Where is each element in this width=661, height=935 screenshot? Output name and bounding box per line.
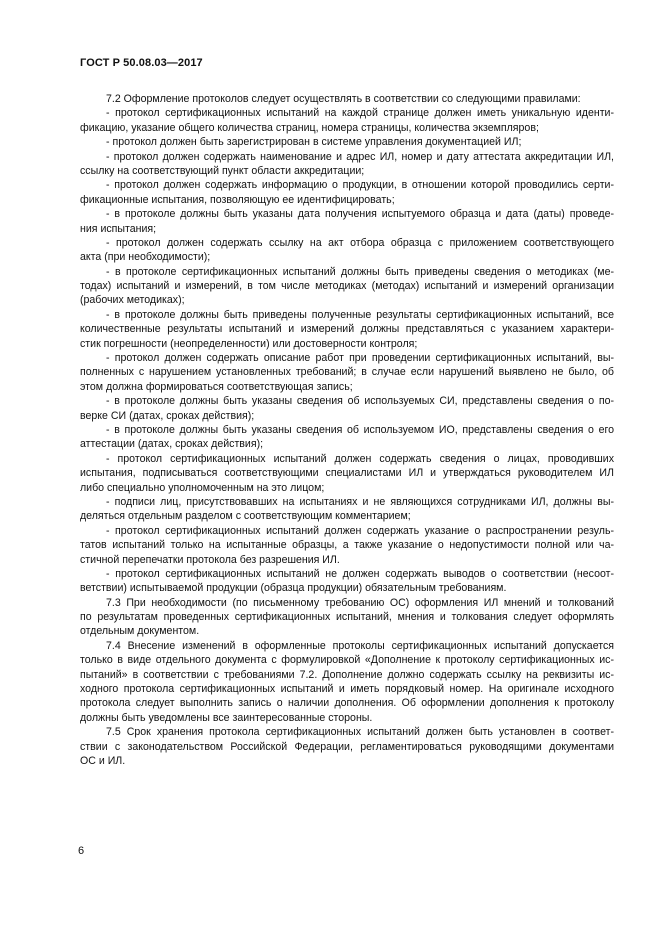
text-line: ходного протокола сертификационных испытаний и иметь порядковый номер. На оригинале исходного	[80, 683, 614, 696]
text-line: количественные результаты испытаний и измерений должны представляться с указанием характери-	[80, 323, 614, 336]
text-line: только в виде отдельного документа с формулировкой «Дополнение к протоколу сертификационных ис-	[80, 654, 614, 667]
text-line: аттестации (датах, сроках действия);	[80, 438, 264, 451]
text-line: - протокол сертификационных испытаний должен содержать указание о распространении резуль-	[106, 524, 614, 537]
text-line: деляться отдельным разделом с соответствующим комментарием;	[80, 510, 411, 523]
text-line: - подписи лиц, присутствовавших на испытаниях и не являющихся сотрудниками ИЛ, должны вы-	[106, 495, 614, 508]
text-line: испытания, подписываться соответствующими специалистами ИЛ и утверждаться руководителем ИЛ	[80, 467, 614, 480]
text-line: (рабочих методиках);	[80, 294, 185, 307]
text-line: - в протоколе должны быть указаны сведения об используемом ИО, представлены сведения о его	[106, 423, 614, 436]
text-line: стичной перепечатки протокола без разрешения ИЛ.	[80, 553, 340, 566]
text-line: 7.4 Внесение изменений в оформленные протоколы сертификационных испытаний допускается	[106, 639, 614, 652]
text-line: 7.2 Оформление протоколов следует осуществлять в соответствии со следующими правилами:	[106, 93, 581, 105]
text-line: - протокол должен содержать описание работ при проведении сертификационных испытаний, вы-	[106, 352, 614, 365]
text-line: стик погрешности (неопределенности) или достоверности контроля;	[80, 337, 418, 350]
text-line: верке СИ (датах, сроках действия);	[80, 409, 255, 422]
text-line: должны быть уведомлены все заинтересованные стороны.	[80, 711, 373, 724]
text-line: ветствии) испытываемой продукции (образца продукции) обязательным требованиям.	[80, 582, 507, 595]
text-line: - протокол должен содержать информацию о продукции, в отношении которой проводились серти-	[106, 179, 614, 192]
text-line: пытаний» в соответствии с требованиями 7.2. Дополнение должно содержать ссылку на реквизиты ис-	[80, 668, 614, 681]
text-line: татов испытаний только на испытанные образцы, а также указание о недопустимости полной или ча-	[80, 539, 614, 552]
document-header: ГОСТ Р 50.08.03—2017	[80, 57, 203, 69]
text-line: ния испытания;	[80, 222, 157, 235]
text-line: тодах) испытаний и измерений, в том числе методиках (методах) испытаний и измерений организации	[80, 280, 614, 293]
document-body	[80, 92, 614, 768]
text-line: полненных с нарушением установленных требований; в случае если нарушений выявлено не было, об	[80, 366, 614, 379]
text-line: либо специально уполномоченным на это лицом;	[80, 481, 325, 494]
text-line: 7.3 При необходимости (по письменному требованию ОС) оформления ИЛ мнений и толкований	[106, 596, 614, 609]
text-line: - протокол должен содержать ссылку на акт отбора образца с приложением соответствующего	[106, 236, 614, 249]
text-line: ствии с законодательством Российской Федерации, регламентироваться руководящими документами	[80, 740, 614, 753]
text-line: фикацию, указание общего количества страниц, номера страницы, количества экземпляров;	[80, 121, 539, 134]
text-line: протокола следует выполнить запись о наличии дополнения. Об оформлении дополнения к протоколу	[80, 697, 614, 710]
text-line: - протокол должен быть зарегистрирован в системе управления документацией ИЛ;	[106, 136, 522, 149]
text-line: - в протоколе должны быть указаны сведения об используемых СИ, представлены сведения о по-	[106, 395, 614, 408]
text-line: ссылку на соответствующий пункт области аккредитации;	[80, 164, 365, 177]
text-line: - в протоколе должны быть приведены полученные результаты сертификационных испытаний, все	[106, 308, 614, 321]
text-line: этом должна формироваться соответствующая запись;	[80, 380, 353, 393]
text-line: - протокол сертификационных испытаний не должен содержать выводов о соответствии (несоот-	[106, 567, 614, 580]
text-line: фикационные испытания, позволяющую ее идентифицировать;	[80, 193, 395, 206]
text-line: - протокол сертификационных испытаний на каждой странице должен иметь уникальную иденти-	[106, 107, 614, 120]
text-line: отдельным документом.	[80, 625, 200, 638]
text-line: ОС и ИЛ.	[80, 754, 126, 767]
page-number: 6	[78, 845, 85, 857]
text-line: - протокол должен содержать наименование и адрес ИЛ, номер и дату аттестата аккредитации ИЛ,	[106, 150, 614, 163]
text-line: акта (при необходимости);	[80, 251, 211, 264]
text-line: по результатам проведенных сертификационных испытаний, мнения и толкования следует оформлять	[80, 611, 614, 624]
text-line: 7.5 Срок хранения протокола сертификационных испытаний должен быть установлен в соответ-	[106, 726, 614, 739]
text-line: - в протоколе должны быть указаны дата получения испытуемого образца и дата (даты) проведе-	[106, 208, 614, 221]
text-line: - в протоколе сертификационных испытаний должны быть приведены сведения о методиках (ме-	[106, 265, 614, 278]
text-line: - протокол сертификационных испытаний должен содержать сведения о лицах, проводивших	[106, 452, 614, 465]
